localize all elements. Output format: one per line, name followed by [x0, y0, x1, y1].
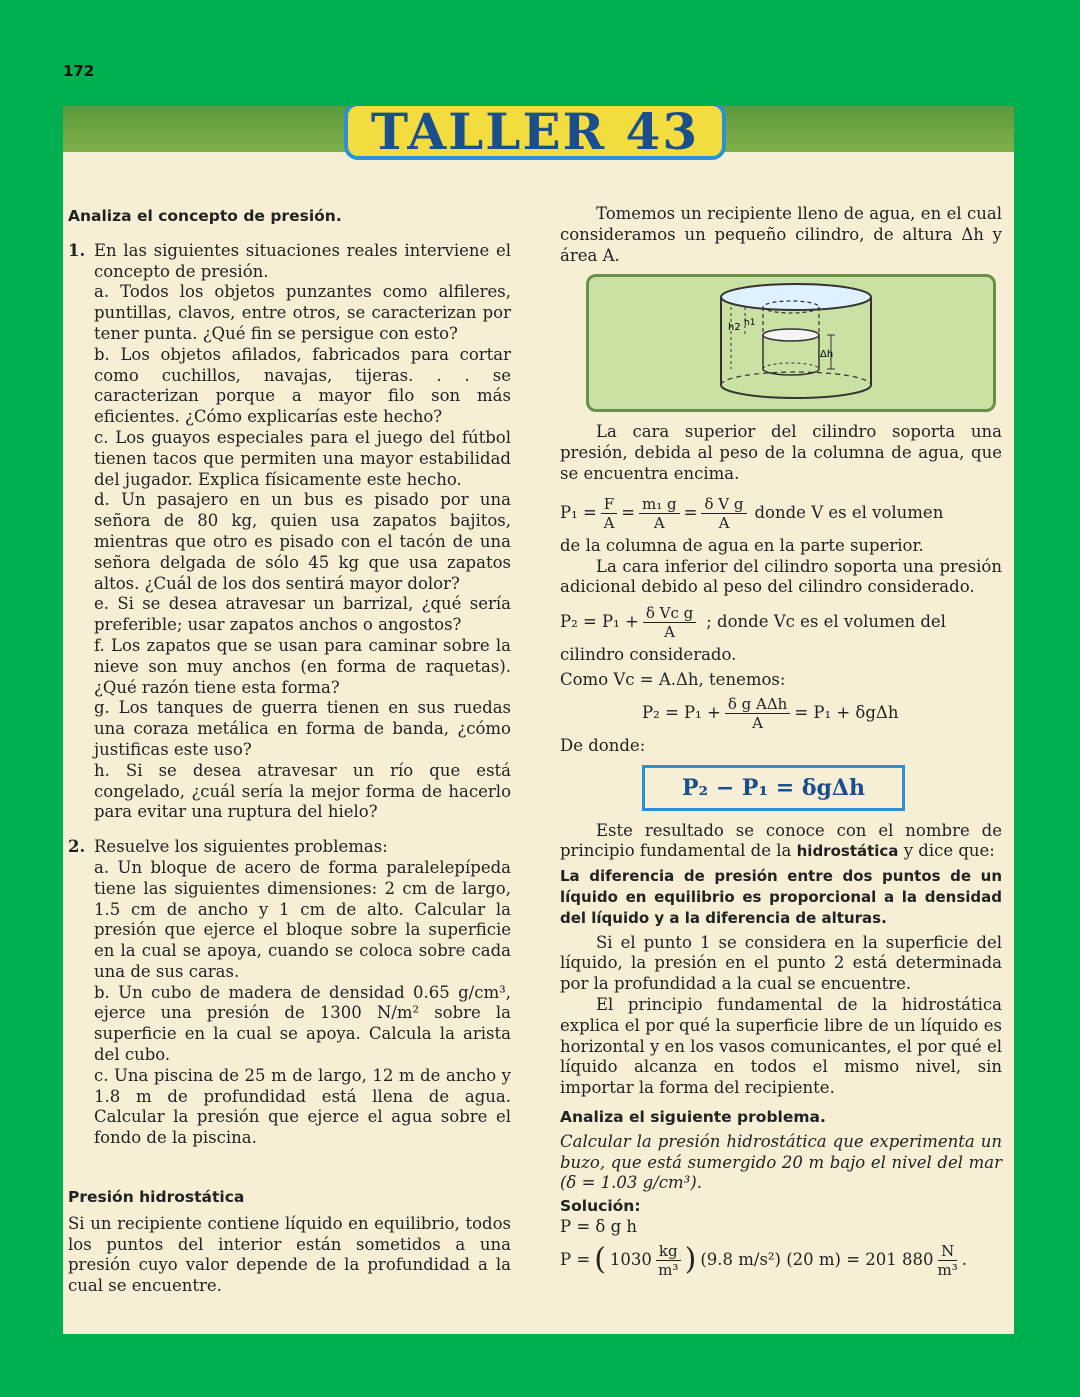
cylinder-figure: [586, 274, 996, 412]
fraction-denominator: A: [718, 513, 730, 532]
explains-paragraph: El principio fundamental de la hidrostática explica el por qué la superficie libre de un líquido es horizontal y en los vasos comunicantes, el por qué el líquido alcanza en todos el mismo nivel, sin importar la forma del recipiente.: [560, 994, 1002, 1098]
equals-sign: =: [683, 502, 698, 522]
section-heading: Presión hidrostática: [68, 1188, 245, 1207]
fundamental-equation-box: P₂ − P₁ = δgΔh: [642, 765, 905, 811]
fraction-numerator: δ V g: [701, 495, 746, 514]
left-heading: Analiza el concepto de presión.: [68, 207, 342, 225]
fraction-f-a: [601, 495, 617, 532]
formula-p2: [560, 604, 1002, 641]
de-donde-line: De donde:: [560, 735, 646, 755]
fraction-numerator: δ Vc g: [643, 604, 696, 623]
fraction-numerator: F: [601, 495, 617, 514]
formula-p1-continuation: de la columna de agua en la parte superior.: [560, 535, 924, 555]
period: .: [961, 1249, 968, 1269]
fraction-dvg-a: [701, 495, 746, 532]
q1-item-d: d. Un pasajero en un bus es pisado por una señora de 80 kg, quien usa zapatos bajitos, mientras que otro es pisado con el tacón de una señora delgada de sólo 45 kg que usa zapatos altos. ¿Cuál de los dos sentirá mayor dolor?: [94, 490, 511, 593]
solution-rest: (9.8 m/s²) (20 m) = 201 880: [700, 1249, 934, 1269]
formula-p1-lhs: P₁ =: [560, 502, 597, 522]
textbook-page: [63, 106, 1014, 1334]
page-title: TALLER 43: [344, 106, 726, 160]
formula-p3-lhs: P₂ = P₁ +: [642, 702, 721, 722]
open-paren: (: [594, 1242, 606, 1278]
fraction-denominator: A: [603, 513, 615, 532]
top-face-paragraph: La cara superior del cilindro soporta una presión, debida al peso de la columna de agua, que se encuentra encima.: [560, 422, 1002, 483]
formula-p3-rhs: = P₁ + δgΔh: [794, 702, 899, 722]
question-1-text: En las siguientes situaciones reales interviene el concepto de presión.: [94, 240, 511, 281]
q2-item-b: b. Un cubo de madera de densidad 0.65 g/cm³, ejerce una presión de 1300 N/m² sobre la superficie en la cual se apoya. Calcula la arista del cubo.: [94, 982, 511, 1065]
fraction-denominator: A: [664, 623, 675, 642]
fraction-kg-m3: [656, 1242, 681, 1279]
q1-item-a: a. Todos los objetos punzantes como alfileres, puntillas, clavos, entre otros, se caracterizan por tener punta. ¿Qué fin se persigue con esto?: [94, 282, 511, 343]
q1-item-g: g. Los tanques de guerra tienen en sus ruedas una coraza metálica en forma de banda, ¿cómo justificas este uso?: [94, 698, 511, 759]
q1-item-h: h. Si se desea atravesar un río que está congelado, ¿cuál sería la mejor forma de hacerlo para evitar una ruptura del hielo?: [94, 760, 511, 822]
fraction-numerator: m₁ g: [639, 495, 680, 514]
q1-item-e: e. Si se desea atravesar un barrizal, ¿qué sería preferible; usar zapatos anchos o angostos?: [94, 594, 511, 635]
fraction-numerator: kg: [656, 1242, 681, 1261]
intro-paragraph: Tomemos un recipiente lleno de agua, en el cual consideramos un pequeño cilindro, de altura Δh y área A.: [560, 204, 1002, 265]
formula-p2-continuation: cilindro considerado.: [560, 645, 737, 665]
cylinder-diagram: [589, 277, 993, 409]
fraction-n-m3: [938, 1242, 958, 1279]
fraction-denominator: m³: [937, 1260, 958, 1279]
fraction-dgadh-a: [725, 695, 791, 732]
question-2: [68, 837, 511, 858]
solution-line-2: [560, 1242, 1002, 1279]
fraction-denominator: A: [653, 513, 665, 532]
result-paragraph: [560, 821, 1002, 863]
solution-heading: Solución:: [560, 1197, 641, 1216]
equals-sign: =: [621, 502, 636, 522]
density-value: 1030: [609, 1249, 652, 1269]
principle-statement: La diferencia de presión entre dos puntos de un líquido en equilibrio es proporcional a la densidad del líquido y a la diferencia de alturas.: [560, 867, 1002, 927]
formula-p1-tail: donde V es el volumen: [754, 502, 944, 522]
formula-p1: [560, 495, 1002, 532]
fraction-numerator: N: [938, 1242, 957, 1261]
q2-item-a: a. Un bloque de acero de forma paralelepípeda tiene las siguientes dimensiones: 2 cm de largo, 1.5 cm de ancho y 1 cm de alto. Calcular la presión que ejerce el bloque sobre la superficie en la cual se apoya, cuando se coloca sobre cada una de sus caras.: [94, 857, 511, 981]
question-2-text: Resuelve los siguientes problemas:: [94, 837, 388, 857]
question-1-number: 1.: [68, 240, 86, 260]
right-column: [560, 204, 1002, 1283]
fraction-denominator: m³: [658, 1260, 679, 1279]
result-text: Este resultado se conoce con el nombre de principio fundamental de la: [560, 820, 1002, 861]
section-text: Si un recipiente contiene líquido en equilibrio, todos los puntos del interior están sometidos a una presión cuyo valor depende de la profundidad a la cual se encuentre.: [68, 1213, 511, 1296]
label-delta-h: Δh: [820, 349, 834, 361]
problem-heading: Analiza el siguiente problema.: [560, 1107, 826, 1126]
point-paragraph: Si el punto 1 se considera en la superficie del líquido, la presión en el punto 2 está determinada por la profundidad a la cual se encuentre.: [560, 932, 1002, 994]
formula-p2-lhs: P₂ = P₁ +: [560, 612, 639, 632]
solution-line-1: P = δ g h: [560, 1216, 638, 1236]
result-text-end: y dice que:: [903, 841, 995, 861]
q1-item-c: c. Los guayos especiales para el juego del fútbol tienen tacos que permiten una mayor estabilidad del jugador. Explica físicamente este hecho.: [94, 427, 511, 489]
formula-p3: [642, 695, 1002, 732]
label-h1: h1: [744, 318, 756, 329]
question-1: [68, 241, 511, 283]
question-2-number: 2.: [68, 837, 86, 857]
q1-item-f: f. Los zapatos que se usan para caminar sobre la nieve son muy anchos (en forma de raquetas). ¿Qué razón tiene esta forma?: [94, 635, 511, 697]
fraction-numerator: δ g AΔh: [725, 695, 791, 714]
solution-lhs: P =: [560, 1249, 591, 1269]
formula-p2-tail: ; donde Vc es el volumen del: [706, 612, 946, 632]
fraction-dvcg-a: [643, 604, 696, 641]
page-number: 172: [63, 62, 95, 80]
problem-text: Calcular la presión hidrostática que experimenta un buzo, que está sumergido 20 m bajo el nivel del mar (δ = 1.03 g/cm³).: [560, 1131, 1002, 1193]
bottom-face-paragraph: La cara inferior del cilindro soporta una presión adicional debido al peso del cilindro considerado.: [560, 556, 1002, 597]
label-h2: h2: [728, 322, 741, 334]
q1-item-b: b. Los objetos afilados, fabricados para cortar como cuchillos, navajas, tijeras. . . se caracterizan porque a mayor filo son más eficientes. ¿Cómo explicarías este hecho?: [94, 344, 511, 427]
como-line: Como Vc = A.Δh, tenemos:: [560, 669, 786, 689]
result-bold-term: hidrostática: [796, 842, 899, 861]
fraction-denominator: A: [752, 713, 763, 732]
fraction-mg-a: [639, 495, 680, 532]
close-paren: ): [684, 1242, 697, 1278]
left-column: [68, 206, 511, 1297]
q2-item-c: c. Una piscina de 25 m de largo, 12 m de ancho y 1.8 m de profundidad está llena de agua. Calcular la presión que ejerce el agua sobre el fondo de la piscina.: [94, 1065, 511, 1148]
